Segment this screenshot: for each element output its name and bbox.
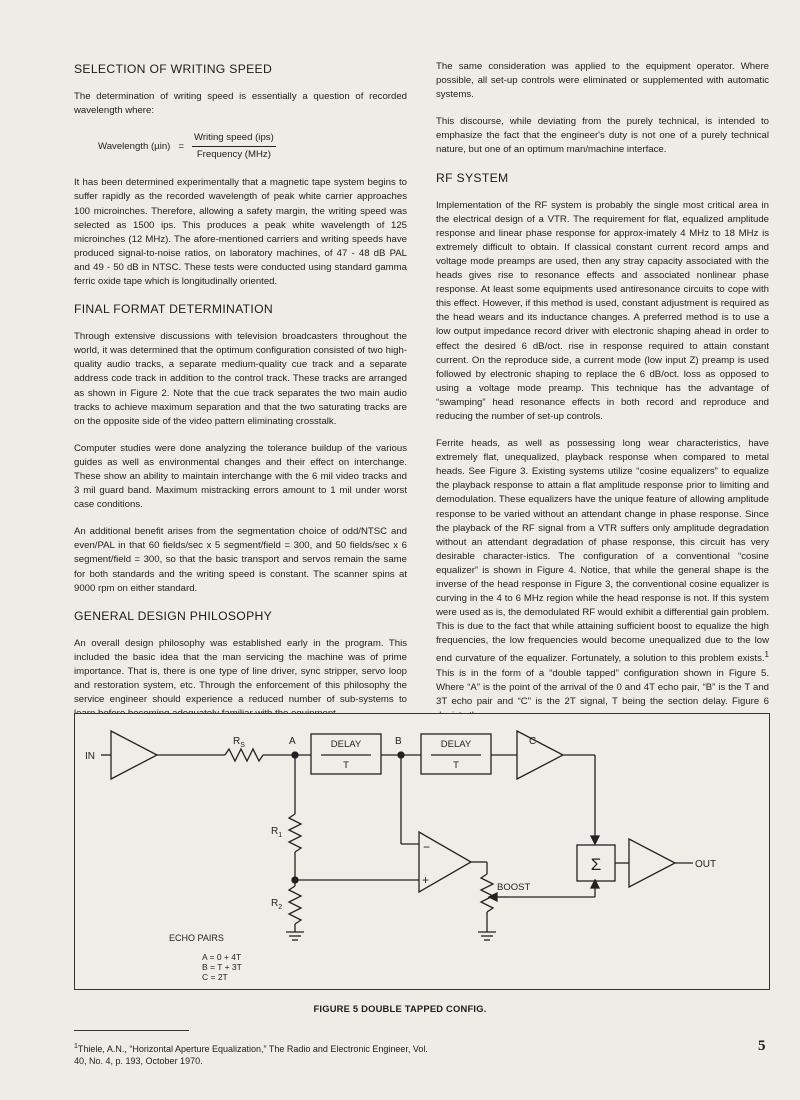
echo-pair-a: A = 0 + 4T	[202, 952, 242, 962]
page-number: 5	[758, 1038, 766, 1054]
plus-input: +	[422, 873, 430, 887]
input-buffer-amp	[111, 731, 157, 779]
formula-equals: =	[178, 140, 184, 152]
label-c: C	[529, 736, 537, 747]
heading-design-philosophy: GENERAL DESIGN PHILOSOPHY	[74, 608, 273, 623]
formula-lhs: Wavelength (µin)	[98, 140, 171, 152]
formula-fraction	[192, 131, 276, 162]
resistor-r1	[289, 814, 301, 852]
circuit-diagram	[75, 714, 769, 989]
heading-rf-system: RF SYSTEM	[436, 170, 509, 185]
rf-paragraph-2-tail: This is in the form of a “double tapped” configuration shown in Figure 5. Where “A” is the point of the arrival of the 0 and 4T echo pair, “B” is the T and 3T echo pair and “C” is the 2T signal, T being the section delay. Figure 6	[436, 667, 769, 707]
label-boost: BOOST	[497, 882, 531, 893]
design-philosophy-p1: An overall design philosophy was established early in the program. This included the basic idea that the man servicing the machine was of prime importance. That is, there is one type of line driver, sync stripper, servo loop and restoration system, etc. Through the enforcement of this philosophy the service engineer should experience a reduced number of sub-systems to	[74, 637, 407, 706]
delay-1-t: T	[343, 760, 349, 771]
echo-pair-c: C = 2T	[202, 972, 228, 982]
writing-speed-intro: The determination of writing speed is essentially a question of recorded wavelength where:	[74, 91, 407, 117]
footnote	[74, 1041, 434, 1067]
resistor-rs	[225, 749, 263, 761]
left-column	[74, 62, 407, 734]
label-r2: $R_2$	[271, 898, 283, 911]
boost-potentiometer	[481, 874, 493, 912]
resistor-r2	[289, 886, 301, 924]
c-buffer-amp	[517, 731, 563, 779]
right-column	[436, 60, 769, 736]
label-rs: $R_S$	[233, 736, 245, 749]
sigma-symbol: Σ	[590, 855, 602, 874]
discourse-paragraph: This discourse, while deviating from the purely technical, is intended to emphasize the fact that the engineer's duty is not one of a purely technical nature, but one of an optimum man/machine interface.	[436, 116, 769, 156]
final-format-p1: Through extensive discussions with television broadcasters throughout the world, it was determined that the optimum configuration consisted of two high-quality audio tracks, a separate medium-quality cue track and a separate address code track in addition to the control track. These tracks are arranged as shown in Figure 2. Note that the cue track separates the two main audio tracks to achieve maximum separation and that the two saturating tracks are on the opposite side of the video pattern eliminating crosstalk.	[74, 331, 407, 427]
arrow-c-sum	[591, 836, 599, 844]
formula-denominator: Frequency (MHz)	[196, 149, 271, 161]
echo-pairs-title: ECHO PAIRS	[169, 933, 224, 943]
label-r1: $R_1$	[271, 826, 283, 839]
heading-writing-speed: SELECTION OF WRITING SPEED	[74, 62, 273, 76]
delay-2-label: DELAY	[440, 739, 472, 750]
final-format-p2: Computer studies were done analyzing the tolerance buildup of the various guides as well as environmental changes and their effect on interchange. These show an ability to maintain interchange with the 6 mil video tracks and 3 mil guard band. Maximum mistracking errors amount to 1 mil under worst case conditions.	[74, 442, 407, 511]
footnote-marker: 1	[74, 1043, 78, 1050]
delay-2-t: T	[453, 760, 459, 771]
footnote-text: Thiele, A.N., “Horizontal Aperture Equalization,” The Radio and Electronic Engineer, Vol. 40, No. 4, p. 193, October 1970.	[74, 1044, 428, 1066]
label-in: IN	[85, 751, 95, 762]
rf-paragraph-1: Implementation of the RF system is probably the single most critical area in the electrical design of a VTR. The requirement for flat, equalized amplitude response and linear phase response for approx-imately 4 MHz to 18 MHz is extremely difficult to obtain. If classical constant current record amps and voltage mode preamps are used, then any stray capacity associated with the heads gives rise to resonance effects and associated nonlinear phase response. At least some equipments used antiresonance circuits to cope with this effect. However, if this method is used, constant adjustment is required as the head wears and its inductance changes. A preferred method is to use a low output impedance record driver with electronic shaping ahead in order to effect the desired 6 dB/oct. rise in response required to attain constant current. On the reproduce side, a current mode (low input Z) preamp is used followed by electronic shaping to replace the 6 dB/oct. loss as opposed to using a voltage mode preamp. This technique has the advantage of “swamping” head resonance effects in both record and reproduce and reducing the number of set-up controls.	[436, 199, 769, 422]
footnote-rule	[74, 1030, 189, 1031]
rf-paragraph-2-text: Ferrite heads, as well as possessing long wear characteristics, have extremely flat, unequalized, playback response when compared to metal heads. See Figure 3. Existing systems utilize “cosine equalizers” to equalize the playback response to attain a flat amplitude response prior to limiting and demodulation. These equalizers have the unique feature of allowing amplitude response to be varied without an attendant change in phase response. Since the playback of the RF signal from a VTR suffers only amplitude degradation without an attendant degradation of phase response, this circuit has very desirable character-istics. The configuration of a conventional “cosine equalizer” is shown in Figure 4. Notice, that while the general shape is the inverse of the head response in Figure 3, the conventional cosine equalizer is curving in the 4 to 6 MHz region while the head response is not. If this system were used as is, the demodulated RF would exhibit a differential gain problem. This is due to the fact that while attaining sufficient boost to equalize the high frequencies, the low frequencies would become unequalized due to the low end curvature of the equalizer. Fortunately, a solution to this problem exists.	[436, 438, 769, 665]
formula-numerator: Writing speed (ips)	[192, 131, 276, 147]
rf-paragraph-2	[436, 437, 769, 723]
minus-input: −	[423, 840, 431, 854]
figure-caption: FIGURE 5 DOUBLE TAPPED CONFIG.	[313, 1003, 487, 1014]
heading-final-format: FINAL FORMAT DETERMINATION	[74, 302, 273, 317]
echo-pair-b: B = T + 3T	[202, 962, 242, 972]
final-format-p3: An additional benefit arises from the segmentation choice of odd/NTSC and even/PAL in that 60 fields/sec x 5 segment/field = 300, and 50 fields/sec x 6 segment/field = 300, so that the basic transport and servos remain the same for both standards and the writing speed is constant. The scanner spins at 9000 rpm on either standard.	[74, 526, 407, 594]
footnote-ref: 1	[764, 650, 769, 660]
writing-speed-body: It has been determined experimentally that a magnetic tape system begins to suffer rapidly as the recorded wavelength of peak white carrier approaches 100 microinches. Therefore, allowing a safety margin, the writing speed was selected as 1500 ips. This produces a peak white wavelength of 125 microinches (12 MHz). The afore-mentioned carriers and writing speeds have produced signal-to-noise ratios, on laboratory machines, of 47 - 48 dB PAL and 49 - 50 dB in NTSC. These tests were conducted using standard gamma ferric oxide tape which is longitudinally oriented.	[74, 177, 407, 288]
label-a: A	[289, 736, 296, 747]
label-out: OUT	[695, 859, 717, 870]
output-amp	[629, 839, 675, 887]
wavelength-formula	[98, 131, 407, 162]
label-b: B	[395, 736, 402, 747]
delay-1-label: DELAY	[330, 739, 362, 750]
figure-5-double-tapped	[74, 713, 770, 990]
operator-paragraph: The same consideration was applied to the equipment operator. Where possible, all set-up controls were eliminated or supplemented with automatic systems.	[436, 61, 769, 101]
